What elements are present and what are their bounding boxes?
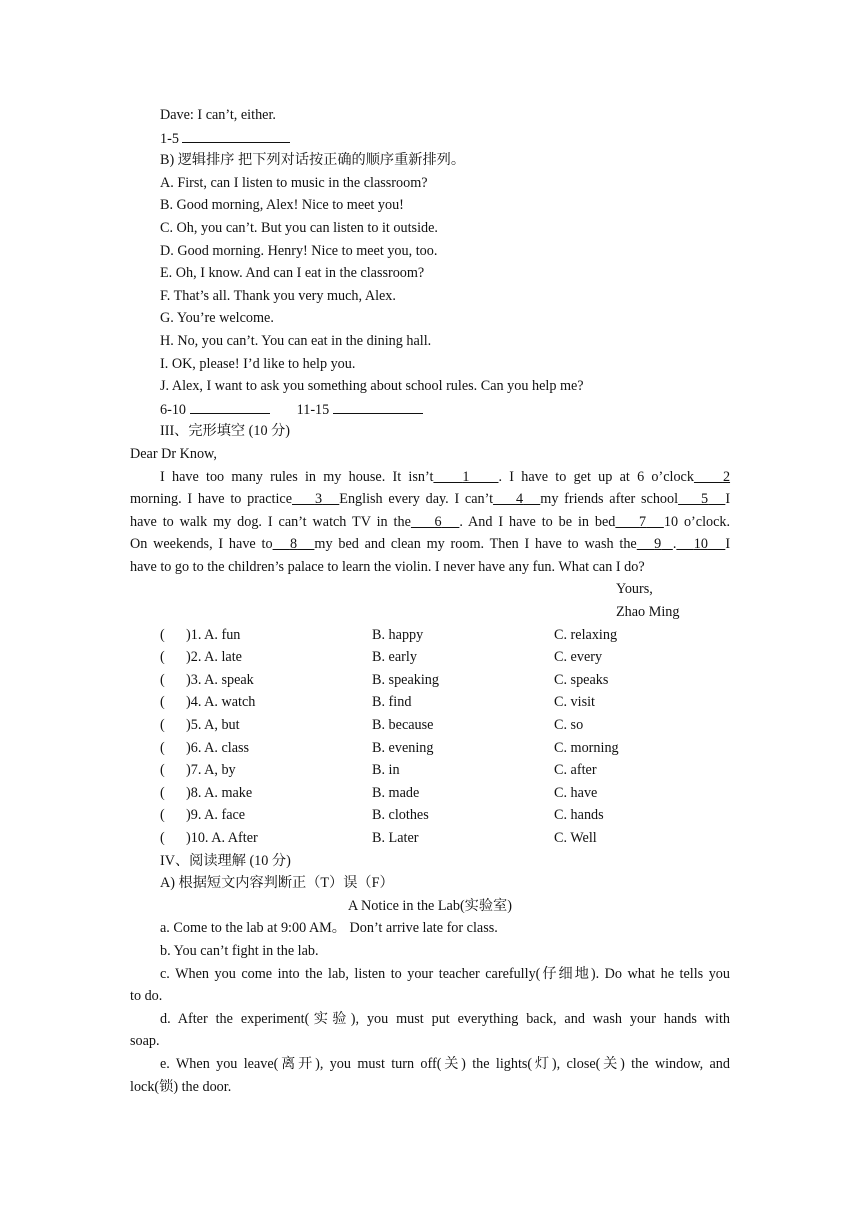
- section-b-heading: B) 逻辑排序 把下列对话按正确的顺序重新排列。: [160, 152, 466, 169]
- dialogue-option-i: I. OK, please! I’d like to help you.: [160, 355, 356, 372]
- dialogue-option-f: F. That’s all. Thank you very much, Alex.: [160, 287, 396, 304]
- dialogue-option-d: D. Good morning. Henry! Nice to meet you, too.: [160, 242, 438, 259]
- reading-sub-heading: A) 根据短文内容判断正（T）误（F）: [160, 875, 394, 892]
- cloze-blank-2[interactable]: 2: [722, 468, 731, 485]
- answer-paren[interactable]: (: [160, 762, 165, 779]
- question-row: ( )5. A, but B. because C. so: [130, 714, 730, 737]
- question-row: ( )8. A. make B. made C. have: [130, 782, 730, 805]
- cloze-blank-3[interactable]: 3: [314, 491, 323, 508]
- cloze-blank-7[interactable]: 7: [639, 513, 647, 530]
- question-row: ( )7. A, by B. in C. after: [130, 759, 730, 782]
- question-row: ( )10. A. After B. Later C. Well: [130, 827, 730, 850]
- answer-label: 11-15: [296, 401, 330, 418]
- cloze-blank-8[interactable]: 8: [289, 536, 298, 553]
- answer-blank-6-10[interactable]: [190, 398, 270, 414]
- cloze-blank-9[interactable]: 9: [654, 536, 662, 553]
- notice-item-d-cont: soap.: [130, 1033, 160, 1050]
- letter-closing: Yours,: [616, 581, 653, 598]
- dialogue-option-a: A. First, can I listen to music in the classroom?: [160, 174, 428, 191]
- passage-line: morning. I have to practice 3 English every day. I can’t 4 my friends after school 5 I: [130, 491, 731, 508]
- answer-paren[interactable]: (: [160, 671, 165, 688]
- answer-blank-1-5[interactable]: [182, 127, 290, 143]
- cloze-blank-6[interactable]: 6: [434, 513, 442, 530]
- answer-label: 1-5: [160, 130, 179, 147]
- answer-paren[interactable]: (: [160, 717, 165, 734]
- answer-paren[interactable]: (: [160, 784, 165, 801]
- notice-title: A Notice in the Lab(实验室): [348, 897, 512, 914]
- letter-signature: Zhao Ming: [616, 604, 680, 621]
- answer-paren[interactable]: (: [160, 807, 165, 824]
- page-content: [130, 104, 730, 1098]
- cloze-blank-4[interactable]: 4: [515, 491, 524, 508]
- dialogue-option-j: J. Alex, I want to ask you something about school rules. Can you help me?: [160, 378, 584, 395]
- cloze-blank-10[interactable]: 10: [693, 536, 708, 553]
- answer-line-6-15: [130, 398, 730, 421]
- answer-paren[interactable]: (: [160, 626, 165, 643]
- question-row: ( )2. A. late B. early C. every: [130, 646, 730, 669]
- passage-line: I have too many rules in my house. It isn’t 1 . I have to get up at 6 o’clock 2: [160, 468, 731, 485]
- passage-line: have to go to the children’s palace to learn the violin. I never have any fun. What can I do?: [130, 558, 645, 575]
- answer-label: 6-10: [160, 401, 187, 418]
- answer-paren[interactable]: (: [160, 830, 165, 846]
- notice-item-c: c. When you come into the lab, listen to your teacher carefully(仔细地). Do what he tells you: [160, 965, 730, 982]
- cloze-heading: III、完形填空 (10 分): [160, 423, 291, 440]
- question-row: ( )4. A. watch B. find C. visit: [130, 691, 730, 714]
- dialogue-option-h: H. No, you can’t. You can eat in the dining hall.: [160, 332, 432, 349]
- question-row: ( )3. A. speak B. speaking C. speaks: [130, 669, 730, 692]
- answer-paren[interactable]: (: [160, 649, 165, 666]
- question-row: ( )6. A. class B. evening C. morning: [130, 737, 730, 760]
- dialogue-line: Dave: I can’t, either.: [160, 107, 276, 123]
- passage-line: On weekends, I have to 8 my bed and clean my room. Then I have to wash the 9 . 10 I: [130, 536, 731, 553]
- question-row: ( )9. A. face B. clothes C. hands: [130, 804, 730, 827]
- notice-item-a: a. Come to the lab at 9:00 AM。 Don’t arrive late for class.: [160, 920, 498, 937]
- notice-item-e-cont: lock(锁) the door.: [130, 1078, 232, 1095]
- dialogue-option-g: G. You’re welcome.: [160, 310, 274, 327]
- answer-line-1-5: [130, 127, 730, 150]
- letter-greeting: Dear Dr Know,: [130, 445, 217, 462]
- notice-item-b: b. You can’t fight in the lab.: [160, 942, 319, 959]
- dialogue-option-c: C. Oh, you can’t. But you can listen to it outside.: [160, 219, 438, 236]
- question-row: ( )1. A. fun B. happy C. relaxing: [130, 624, 730, 647]
- passage-line: have to walk my dog. I can’t watch TV in the 6 . And I have to be in bed 7 10 o’clock.: [130, 513, 731, 530]
- notice-item-e: e. When you leave(离开), you must turn off(关) the lights(灯), close(关) the window, and: [160, 1055, 730, 1072]
- answer-blank-11-15[interactable]: [333, 398, 423, 414]
- cloze-blank-1[interactable]: 1: [462, 468, 470, 485]
- reading-heading: IV、阅读理解 (10 分): [160, 852, 291, 869]
- answer-paren[interactable]: (: [160, 739, 165, 756]
- notice-item-d: d. After the experiment(实验), you must put everything back, and wash your hands with: [160, 1010, 730, 1027]
- answer-paren[interactable]: (: [160, 694, 165, 711]
- cloze-blank-5[interactable]: 5: [701, 491, 709, 508]
- dialogue-option-e: E. Oh, I know. And can I eat in the classroom?: [160, 265, 425, 282]
- notice-item-c-cont: to do.: [130, 988, 163, 1005]
- dialogue-option-b: B. Good morning, Alex! Nice to meet you!: [160, 197, 404, 214]
